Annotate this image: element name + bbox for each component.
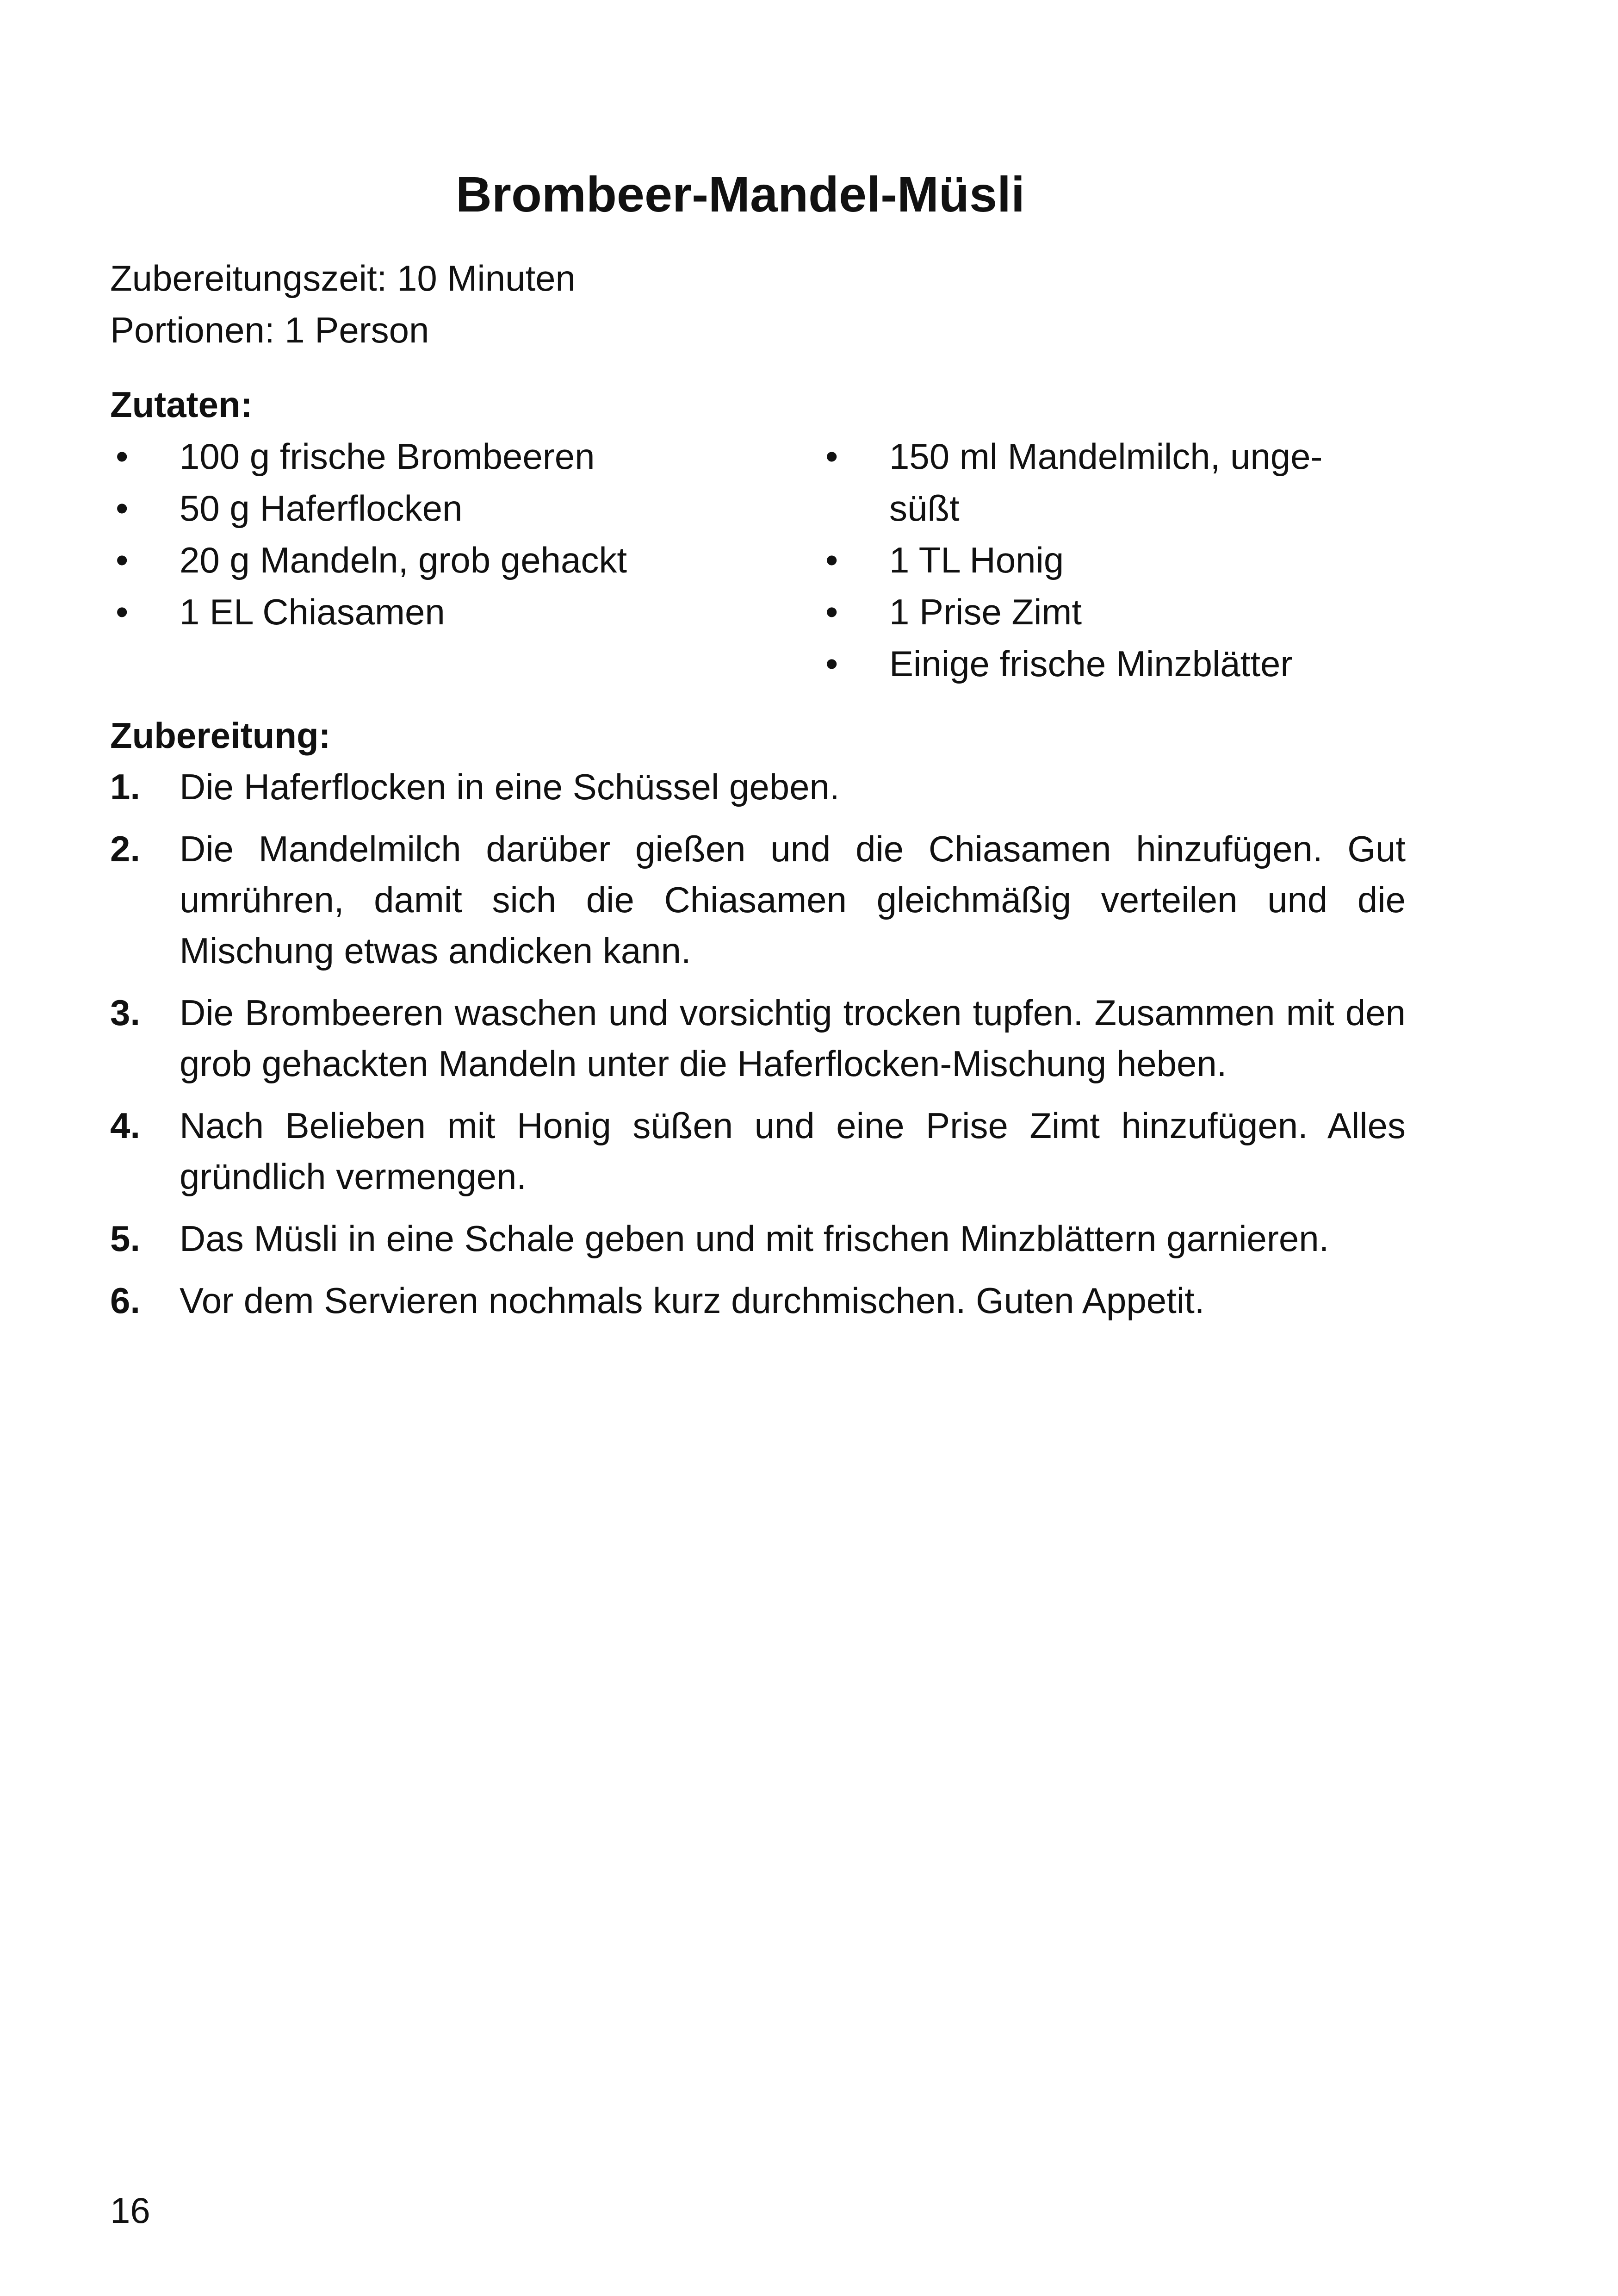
prep-time: Zubereitungszeit: 10 Minuten — [110, 258, 576, 299]
preparation-heading: Zubereitung: — [110, 715, 331, 756]
ingredient-item: • 1 TL Honig — [820, 534, 1357, 586]
bullet-icon: • — [825, 540, 838, 580]
step-text: Die Brombeeren waschen und vorsichtig trocken tupfen. Zusammen mit den grob gehackten Mandeln unter die Haferflocken-Mischung heben. — [180, 992, 1406, 1084]
step-item — [110, 1275, 1406, 1326]
step-text: Die Mandelmilch darüber gießen und die Chiasamen hinzufügen. Gut umrühren, damit sich die Chiasamen gleichmäßig verteilen und die Mischung etwas andicken kann. — [180, 828, 1406, 971]
bullet-icon: • — [825, 591, 838, 632]
ingredients-list-left — [110, 430, 712, 638]
step-number: 6. — [110, 1280, 141, 1321]
step-number: 4. — [110, 1105, 141, 1146]
page-number: 16 — [110, 2190, 150, 2231]
ingredients-heading: Zutaten: — [110, 384, 253, 425]
step-number: 2. — [110, 828, 141, 869]
bullet-icon: • — [825, 643, 838, 684]
bullet-icon: • — [116, 488, 129, 529]
recipe-meta — [110, 252, 576, 356]
step-text: Vor dem Servieren nochmals kurz durchmischen. Guten Appetit. — [180, 1280, 1205, 1321]
step-number: 5. — [110, 1218, 141, 1259]
ingredient-item: • 50 g Haferflocken — [110, 482, 712, 534]
step-text: Das Müsli in eine Schale geben und mit frischen Minzblättern garnieren. — [180, 1218, 1329, 1259]
ingredient-item: • 150 ml Mandelmilch, ungesüßt — [820, 430, 1357, 534]
step-text: Die Haferflocken in eine Schüssel geben. — [180, 766, 840, 807]
step-item — [110, 823, 1406, 976]
step-item — [110, 987, 1406, 1089]
ingredient-item: • 20 g Mandeln, grob gehackt — [110, 534, 712, 586]
bullet-icon: • — [116, 540, 129, 580]
bullet-icon: • — [116, 436, 129, 477]
bullet-icon: • — [116, 591, 129, 632]
step-item — [110, 761, 1406, 812]
step-item — [110, 1100, 1406, 1202]
ingredient-item: • 100 g frische Brombeeren — [110, 430, 712, 482]
step-text: Nach Belieben mit Honig süßen und eine Prise Zimt hinzufügen. Alles gründlich vermengen. — [180, 1105, 1406, 1197]
step-item — [110, 1213, 1406, 1264]
ingredient-item: • 1 EL Chiasamen — [110, 586, 712, 638]
recipe-title: Brombeer-Mandel-Müsli — [455, 166, 1025, 222]
step-number: 3. — [110, 992, 141, 1033]
step-number: 1. — [110, 766, 141, 807]
ingredient-item: • Einige frische Minzblätter — [820, 638, 1357, 690]
ingredients-list-right — [820, 430, 1357, 690]
preparation-steps — [110, 761, 1406, 1337]
bullet-icon: • — [825, 436, 838, 477]
ingredient-item: • 1 Prise Zimt — [820, 586, 1357, 638]
portions: Portionen: 1 Person — [110, 310, 429, 350]
